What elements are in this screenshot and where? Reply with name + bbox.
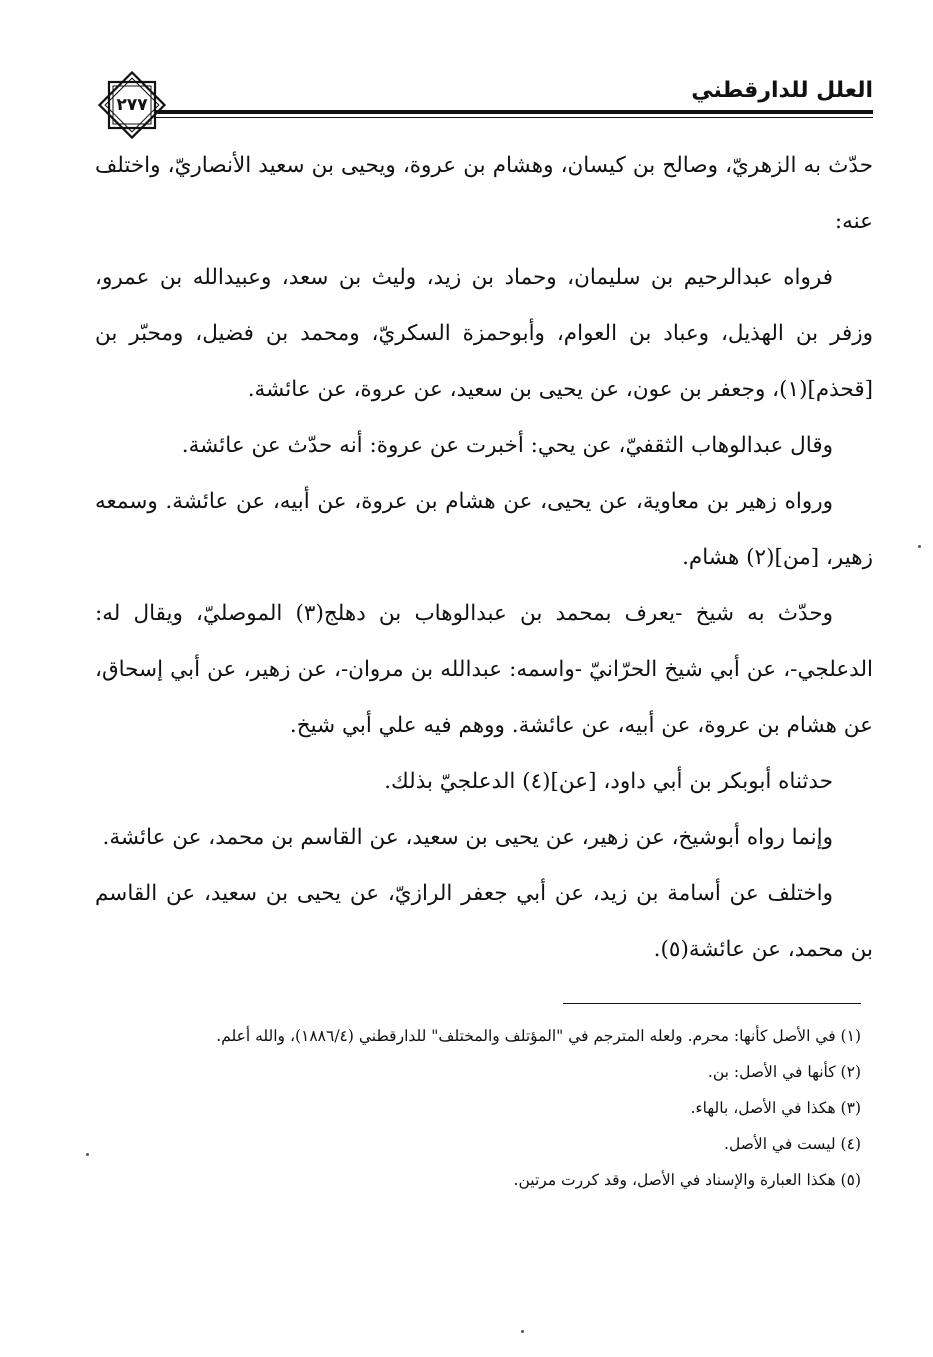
paragraph: وحدّث به شيخ -يعرف بمحمد بن عبدالوهاب بن دهلج(٣) الموصليّ، ويقال له: الدعلجي-، عن أبي شيخ الحرّانيّ -واسمه: عبدالله بن مروان-، عن زهير، عن أبي إسحاق، عن هشام بن عروة، عن أبيه، عن عائشة. ووهم فيه علي أبي شيخ.: [95, 601, 873, 738]
scan-speck: [86, 1153, 89, 1156]
footnote: (٢) كأنها في الأصل: بن.: [707, 1063, 861, 1081]
paragraph: حدّث به الزهريّ، وصالح بن كيسان، وهشام بن عروة، ويحيى بن سعيد الأنصاريّ، واختلف عنه:: [95, 153, 873, 234]
paragraph: واختلف عن أسامة بن زيد، عن أبي جعفر الرازيّ، عن يحيى بن سعيد، عن القاسم بن محمد، عن عائشة(٥).: [95, 881, 873, 962]
scan-speck: [918, 545, 921, 548]
paragraph: ورواه زهير بن معاوية، عن يحيى، عن هشام بن عروة، عن أبيه، عن عائشة. وسمعه زهير، [من](٢) هشام.: [95, 489, 873, 570]
footnote: (٥) هكذا العبارة والإسناد في الأصل، وقد كررت مرتين.: [513, 1171, 861, 1189]
footnote: (١) في الأصل كأنها: محرم. ولعله المترجم في "المؤتلف والمختلف" للدارقطني (١٨٨٦/٤)، والله أعلم.: [216, 1027, 861, 1045]
footnote: (٣) هكذا في الأصل، بالهاء.: [690, 1099, 861, 1117]
page-number-badge: [95, 68, 169, 142]
paragraph: فرواه عبدالرحيم بن سليمان، وحماد بن زيد، وليث بن سعد، وعبيدالله بن عمرو، وزفر بن الهذيل، وعباد بن العوام، وأبوحمزة السكريّ، ومحمد بن فضيل، ومحبّر بن [قحذم](١)، وجعفر بن عون، عن يحيى بن سعيد، عن عروة، عن عائشة.: [95, 265, 873, 402]
footnote: (٤) ليست في الأصل.: [724, 1135, 861, 1153]
paragraph: وإنما رواه أبوشيخ، عن زهير، عن يحيى بن سعيد، عن القاسم بن محمد، عن عائشة.: [102, 825, 833, 850]
page-header: [95, 68, 873, 132]
paragraph: وقال عبدالوهاب الثقفيّ، عن يحي: أخبرت عن عروة: أنه حدّث عن عائشة.: [181, 433, 833, 458]
scan-speck: [521, 1330, 524, 1333]
header-rule: [155, 110, 873, 118]
main-text: [95, 138, 873, 978]
running-title: العلل للدارقطني: [691, 78, 873, 103]
page-number: ٢٧٧: [116, 95, 148, 115]
footnote-separator: [563, 1003, 861, 1004]
footnotes: [95, 1018, 861, 1198]
paragraph: حدثناه أبوبكر بن أبي داود، [عن](٤) الدعلجيّ بذلك.: [384, 769, 833, 794]
